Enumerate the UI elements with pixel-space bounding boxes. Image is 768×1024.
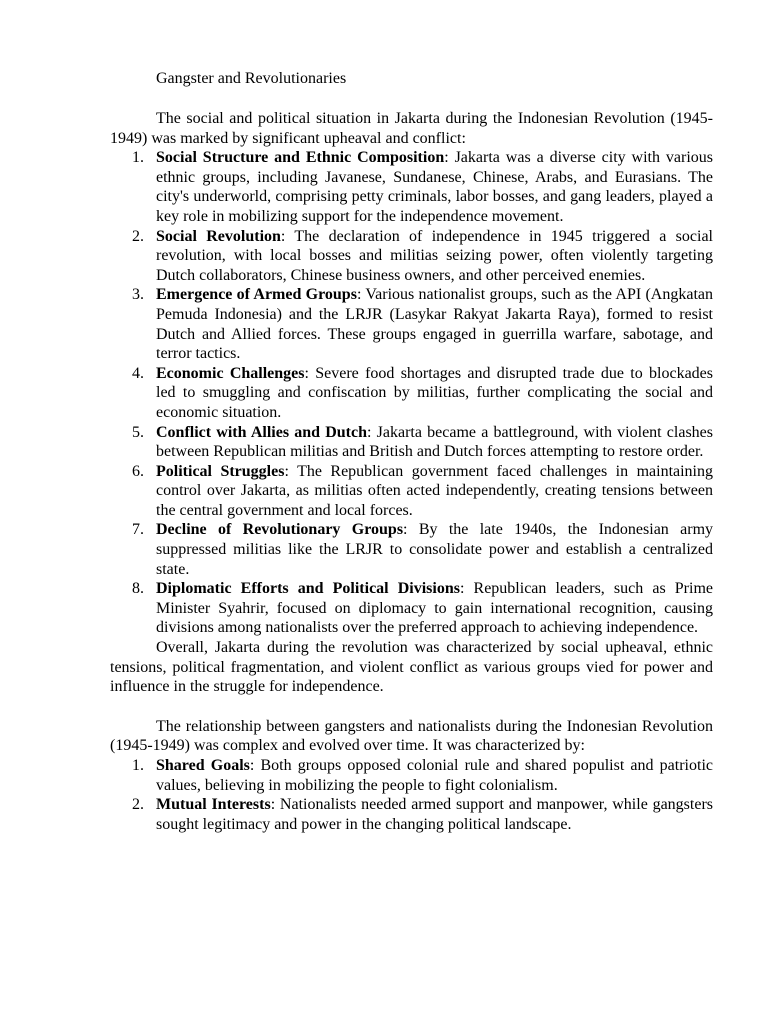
item-text: : Both groups opposed colonial rule and shared populist and patriotic values, believing in mobilizing the people to fight colonialism. bbox=[156, 757, 713, 794]
item-heading: Decline of Revolutionary Groups bbox=[156, 521, 404, 539]
item-text: : Severe food shortages and disrupted trade due to blockades led to smuggling and confiscation by militias, further complicating the social and economic situation. bbox=[156, 364, 713, 421]
section2-intro: The relationship between gangsters and nationalists during the Indonesian Revolution (1945-1949) was complex and evolved over time. It was characterized by: bbox=[110, 717, 713, 755]
document-title: Gangster and Revolutionaries bbox=[156, 70, 347, 87]
list-item bbox=[110, 227, 713, 286]
list-item bbox=[110, 579, 713, 638]
item-number: 8. bbox=[132, 580, 144, 598]
list-item bbox=[110, 520, 713, 579]
item-text: : Jakarta was a diverse city with various ethnic groups, including Javanese, Sundanese, Chinese, Arabs, and Eurasians. The city's underworld, comprising petty criminals, labor bosses, and gang leaders, played a key role in mobilizing support for the independence movement. bbox=[156, 149, 714, 225]
item-heading: Conflict with Allies and Dutch bbox=[156, 423, 368, 441]
item-heading: Mutual Interests bbox=[156, 796, 271, 814]
item-heading: Diplomatic Efforts and Political Divisions bbox=[156, 580, 460, 598]
section2-list bbox=[110, 756, 713, 834]
document-page bbox=[110, 68, 713, 834]
item-number: 2. bbox=[132, 796, 144, 814]
item-number: 4. bbox=[132, 364, 144, 382]
item-text: : The Republican government faced challenges in maintaining control over Jakarta, as militias often acted independently, creating tensions between the central government and local forces. bbox=[156, 462, 714, 519]
item-number: 1. bbox=[132, 757, 144, 774]
list-item bbox=[110, 364, 713, 423]
item-heading: Shared Goals bbox=[156, 757, 250, 774]
item-heading: Political Struggles bbox=[156, 462, 285, 480]
item-heading: Emergence of Armed Groups bbox=[156, 286, 357, 304]
item-heading: Social Revolution bbox=[156, 227, 281, 245]
item-text: : By the late 1940s, the Indonesian army suppressed militias like the LRJR to consolidate power and establish a centralized state. bbox=[156, 521, 714, 578]
section1-list bbox=[110, 148, 713, 638]
item-heading: Social Structure and Ethnic Composition bbox=[156, 149, 445, 167]
list-item bbox=[110, 423, 713, 462]
item-number: 6. bbox=[132, 462, 144, 480]
item-number: 5. bbox=[132, 423, 144, 441]
item-text: : Nationalists needed armed support and manpower, while gangsters sought legitimacy and power in the changing political landscape. bbox=[156, 796, 714, 833]
list-item bbox=[110, 285, 713, 363]
item-text: : The declaration of independence in 1945 triggered a social revolution, with local bosses and militias seizing power, often violently targeting Dutch collaborators, Chinese business owners, and other perceived enemies. bbox=[156, 227, 713, 284]
list-item bbox=[110, 462, 713, 521]
item-heading: Economic Challenges bbox=[156, 364, 305, 382]
item-number: 2. bbox=[132, 227, 144, 245]
item-text: : Various nationalist groups, such as the API (Angkatan Pemuda Indonesia) and the LRJR (Lasykar Rakyat Jakarta Raya), formed to resist Dutch and Allied forces. These groups engaged in guerrilla warfare, sabotage, and terror tactics. bbox=[156, 286, 713, 363]
section1-overall: Overall, Jakarta during the revolution was characterized by social upheaval, ethnic tensions, political fragmentation, and violent conflict as various groups vied for power and influence in the struggle for independence. bbox=[110, 639, 713, 696]
item-text: : Republican leaders, such as Prime Minister Syahrir, focused on diplomacy to gain international recognition, causing divisions among nationalists over the preferred approach to achieving independence. bbox=[156, 580, 713, 637]
list-item bbox=[110, 756, 713, 795]
list-item bbox=[110, 795, 713, 834]
item-number: 3. bbox=[132, 286, 144, 304]
item-number: 1. bbox=[132, 149, 144, 167]
section1-intro: The social and political situation in Jakarta during the Indonesian Revolution (1945-1949) was marked by significant upheaval and conflict: bbox=[110, 110, 713, 147]
list-item bbox=[110, 148, 713, 226]
item-number: 7. bbox=[132, 521, 144, 539]
item-text: : Jakarta became a battleground, with violent clashes between Republican militias and British and Dutch forces attempting to restore order. bbox=[156, 423, 714, 461]
